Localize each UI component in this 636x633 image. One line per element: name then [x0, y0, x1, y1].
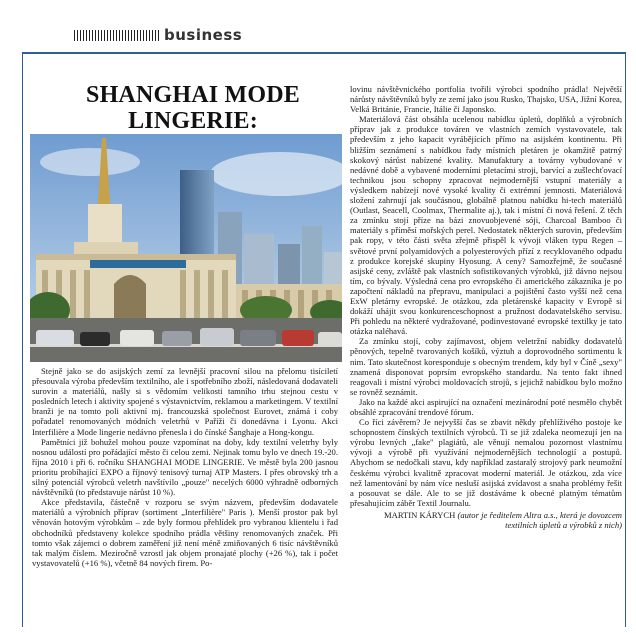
paragraph: Pamětníci již bohužel mohou pouze vzpomínat na doby, kdy textilní veletrhy byly nosnou událostí pro pořádající město či celou zemi. Nejinak tomu bylo ve dnech 19.-20. října 2010 i při 6. ročníku SHANGHAI MODE LINGERIE. Ve městě byla 200 jasnou prioritu probíhající EXPO a říjnový tenisový turnaj ATP Masters. I přes obrovský trh a silný potenciál výrobců veletrh navštívilo „pouze" necelých 6000 výhradně odborných návštěvníků (to představuje nárůst 10 %). — [32, 436, 338, 498]
paragraph: Jako na každé akci aspirující na označení mezinárodní poté nesmělo chybět obsáhlé zpracování trendové fórum. — [350, 396, 622, 417]
article-body-left-column — [32, 366, 338, 568]
paragraph: lovinu návštěvnického portfolia tvořili výrobci spodního prádla! Největší nárůsty návštěvníků byly ze zemí jako jsou Rusko, Thajsko, USA, Jižní Korea, Velká Británie, Francie, Itálie či Japonsko. — [350, 84, 622, 115]
headline-line-1: SHANGHAI MODE LINGERIE: — [86, 82, 300, 134]
paragraph: Stejně jako se do asijských zemí za levnější pracovní silou na přelomu tisíciletí přesouvala výroba především textilního, ale i spotřebního zboží, následovaná dodavateli surovin a materiálů, našly si s vědomím velikosti tamního trhu stejnou cestu v posledních letech i aktivity spojené s výstavnictvím, reklamou a marketingem. V textilní branži je na tomto poli aktivní mj. francouzská společnost Eurovet, známá i coby pořadatel renomovaných módních veletrhů v Paříži či donedávna i Lyonu. Akci Interfilière a Mode lingerie nedávno přenesla i do čínské Šanghaje a Hong-kongu. — [32, 366, 338, 437]
top-rule — [22, 52, 626, 54]
paragraph: Akce představila, částečně v rozporu se svým názvem, především dodavatele materiálů a výrobních příprav (sortiment „Interfilière" Paris ). Menší prostor pak byl věnován hotovým výrobkům – zde byly formou přehlídek pro vybranou klientelu i řad obchodníků představeny kolekce spodního prádla většiny renomovaných značek. Při tomto však zájemci o dobrem zaměření již není méně zmiňovaných 6 tisíc návštěvníků tak malým číslem. Meziročně vzrostl jak objem pronajaté plochy (+26 %), tak i počet vystavovatelů (+16 %), včetně 84 nových firem. Po- — [32, 497, 338, 568]
author-note: (autor je ředitelem Altra a.s., která je dovozcem textilních úpletů a výrobků z nich) — [457, 509, 622, 531]
author-signature — [350, 510, 622, 530]
section-bar — [74, 30, 160, 41]
article-body-right-column — [350, 84, 622, 530]
frame-left — [22, 52, 23, 627]
author-name: MARTIN KÁRYCH — [383, 509, 456, 520]
paragraph: Materiálová část obsáhla ucelenou nabídku úpletů, doplňků a výrobních příprav jak z produkce továren ve vlastních zemích vystavovatele, tak především z jeho kapacit vyrábějících přímo na asijském kontinentu. Při bližším seznámení s nabídkou řady místních pletáren je okamžitě patrný skokový nárůst nabízené kvality. Manufaktury a továrny vybudované v nedávné době a vybavené moderními pletacími stroji, barvící a zušlechťovací technikou jsou schopny zpracovat nejmodernější vstupní materiály a výsledkem nabízejí nové vysoké kvality či extrémní jemnosti. Materiálová složení zahrnují jak součásnou, globálně platnou nabídku hi-tech materiálů (Outlast, Seacell, Coolmax, Thermalite aj.), tak i místní či nová řešení. Z těch za zmínku stojí příze na bázi znovuobjevené sóji, Charcoal Bamboo či materiály s příměsí mořských perel. Nedostatek některých surovin, především pak ropy, v této části světa zřejmě přispěl k vývoji vláken typu Regen – světové první polyamidových a polyesterových přízí z recyklovaného odpadu z produkce korejské skupiny Hyosung. A ceny? Samozřejmě, že současné asijské ceny, zvláště pak vlastních sofistikovaných výrobků, již dávno nejsou tím, co bývaly. Výsledná cena pro evropského či amerického zákazníka je po započtení nákladů na přepravu, manipulaci a pojištění často vyšší než cena ExW pletárny evropské. Je otázkou, zda pletárenské kapacity v Evropě si dokáží uhájit svou konkurenceschopnost a pružnost dodavatelského servisu. Při pohledu na některé vydražované, podinvestované evropské textilky je tato otázka naléhavá. — [350, 114, 622, 337]
frame-right — [625, 52, 626, 627]
paragraph: Za zmínku stojí, coby zajímavost, objem veletržní nabídky dodavatelů pěnových, tepelně tvarovaných košíků, výztuh a doprovodného sortimentu k nim. Tato skutečnost koresponduje s obecným trendem, kdy byl v Číně „sexy" znamená disponovat poprsím evropského standardu. Na tento fakt ihned reagovali i místní výrobci moldovacích strojů, s jejichž nabídkou bylo možno se rovněž seznámit. — [350, 336, 622, 397]
shanghai-exhibition-center-photo — [30, 134, 342, 362]
section-label: business — [164, 26, 243, 44]
paragraph: Co říci závěrem? Je nejvyšší čas se zbavit někdy přehlíživého postoje ke schopnostem čínských textilních výrobců. Ti se již zdaleka neomezují jen na výrobu levných „fake" plagiátů, ale věnují nemalou pozornost vlastnímu vývoji a výrobě při využívání nejmodernějších technologií a postupů. Abychom se nedočkali stavu, kdy například zastaralý strojový park neumožní českému výrobci kvalitně zpracovat moderní materiál. Je otázkou, zda více než lamentování by nám více nesluší asijská zvídavost a snaha problémy řešit a posouvat se dále. Ale to se již dostáváme k obecné platným tématům přesahujícím záběr Textil Journalu. — [350, 417, 622, 508]
